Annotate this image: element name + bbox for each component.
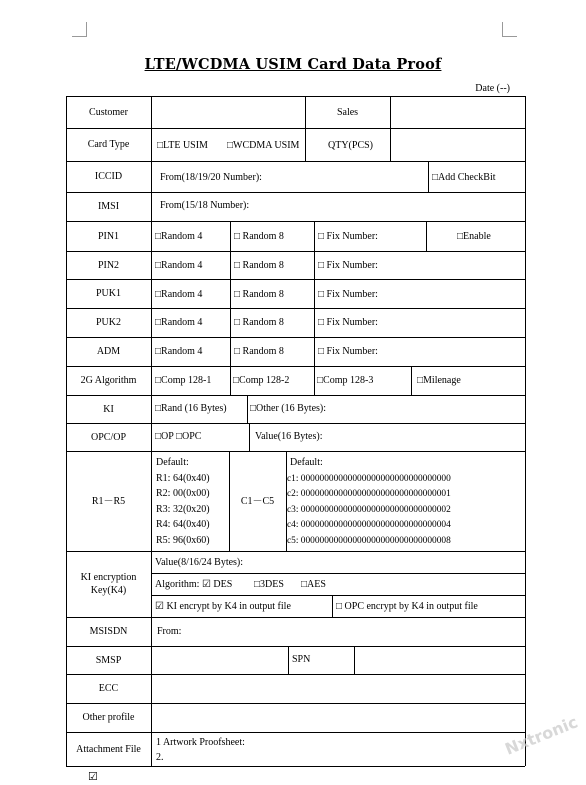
- page-corner-tl: [72, 22, 87, 37]
- adm-fix-number[interactable]: □ Fix Number:: [318, 346, 378, 357]
- page-title: LTE/WCDMA USIM Card Data Proof: [144, 56, 442, 73]
- comp128-2-option[interactable]: □Comp 128-2: [233, 375, 290, 386]
- ki-encryption-label: [66, 551, 151, 617]
- smsp-label: SMSP: [95, 654, 122, 666]
- pin2-random8[interactable]: □ Random 8: [234, 260, 284, 271]
- spn-label: SPN: [292, 654, 311, 665]
- pin2-label: PIN2: [97, 259, 120, 271]
- adm-random8[interactable]: □ Random 8: [234, 346, 284, 357]
- opc-label: OPC/OP: [90, 431, 126, 443]
- ki-encryption-line2: Key(K4): [90, 585, 127, 596]
- ecc-label: ECC: [98, 683, 119, 694]
- k4-value-field[interactable]: Value(8/16/24 Bytes):: [155, 557, 244, 568]
- puk2-label: PUK2: [95, 317, 121, 328]
- attachment-item-2: 2.: [156, 752, 164, 763]
- puk1-random4[interactable]: □Random 4: [155, 289, 203, 300]
- other-profile-label: Other profile: [82, 712, 135, 723]
- pin1-label: PIN1: [97, 230, 120, 242]
- puk1-fix-number[interactable]: □ Fix Number:: [318, 289, 378, 300]
- msisdn-from-field[interactable]: From:: [157, 626, 182, 637]
- k4-algorithm-des[interactable]: Algorithm: ☑ DES: [155, 579, 233, 590]
- pin2-fix-number[interactable]: □ Fix Number:: [318, 260, 378, 271]
- ki-label: KI: [103, 403, 114, 415]
- puk2-fix-number[interactable]: □ Fix Number:: [318, 317, 378, 328]
- imsi-from-field[interactable]: From(15/18 Number):: [160, 200, 250, 211]
- attachment-item-1: 1 Artwork Proofsheet:: [156, 737, 245, 748]
- ki-rand-option[interactable]: □Rand (16 Bytes): [155, 403, 227, 414]
- puk2-random4[interactable]: □Random 4: [155, 317, 203, 328]
- c3-value: c3: 00000000000000000000000000000002: [287, 505, 451, 515]
- k4-algorithm-aes[interactable]: □AES: [301, 579, 326, 590]
- r3-value: R3: 32(0x20): [156, 504, 210, 515]
- pin1-enable[interactable]: □Enable: [457, 231, 491, 242]
- puk2-random8[interactable]: □ Random 8: [234, 317, 284, 328]
- c1-value: c1: 00000000000000000000000000000000: [287, 474, 451, 484]
- comp128-3-option[interactable]: □Comp 128-3: [317, 375, 374, 386]
- qty-label: QTY(PCS): [328, 140, 374, 151]
- card-type-lte-option[interactable]: □LTE USIM: [157, 140, 208, 151]
- watermark-logo: Nxtronic: [502, 712, 581, 759]
- add-checkbit-option[interactable]: □Add CheckBit: [432, 172, 496, 183]
- milenage-option[interactable]: □Milenage: [417, 375, 461, 386]
- c2-value: c2: 00000000000000000000000000000001: [287, 489, 451, 499]
- card-type-label: Card Type: [87, 139, 130, 150]
- footer-checkbox[interactable]: ☑: [88, 771, 98, 783]
- customer-label: Customer: [89, 106, 128, 118]
- pin1-random8[interactable]: □ Random 8: [234, 231, 284, 242]
- date-field: Date (--): [475, 83, 510, 94]
- iccid-label: ICCID: [94, 171, 123, 182]
- c-default-label: Default:: [290, 457, 323, 468]
- msisdn-label: MSISDN: [89, 626, 128, 637]
- card-type-wcdma-option[interactable]: □WCDMA USIM: [227, 140, 300, 151]
- r4-value: R4: 64(0x40): [156, 519, 210, 530]
- ki-other-option[interactable]: □Other (16 Bytes):: [250, 403, 327, 414]
- r5-value: R5: 96(0x60): [156, 535, 210, 546]
- pin1-random4[interactable]: □Random 4: [155, 231, 203, 242]
- imsi-label: IMSI: [97, 201, 120, 212]
- r1-value: R1: 64(0x40): [156, 473, 210, 484]
- adm-label: ADM: [96, 346, 121, 357]
- c4-value: c4: 00000000000000000000000000000004: [287, 520, 451, 530]
- data-proof-table: [66, 96, 525, 766]
- op-opc-option[interactable]: □OP □OPC: [155, 431, 202, 442]
- opc-encrypt-output-option[interactable]: □ OPC encrypt by K4 in output file: [336, 601, 478, 612]
- comp128-1-option[interactable]: □Comp 128-1: [155, 375, 212, 386]
- attachment-label: Attachment File: [76, 743, 141, 755]
- r1-r5-label: R1－R5: [91, 495, 126, 507]
- r-default-label: Default:: [156, 457, 189, 468]
- ki-encryption-line1: KI encryption: [80, 572, 137, 583]
- puk1-label: PUK1: [95, 288, 121, 299]
- c1-c5-label: C1－C5: [240, 495, 275, 507]
- ki-encrypt-output-option[interactable]: ☑ KI encrypt by K4 in output file: [155, 601, 291, 612]
- pin1-fix-number[interactable]: □ Fix Number:: [318, 231, 378, 242]
- page-corner-tr: [502, 22, 517, 37]
- opc-value-field[interactable]: Value(16 Bytes):: [255, 431, 323, 442]
- adm-random4[interactable]: □Random 4: [155, 346, 203, 357]
- pin2-random4[interactable]: □Random 4: [155, 260, 203, 271]
- c5-value: c5: 00000000000000000000000000000008: [287, 536, 451, 546]
- sales-label: Sales: [336, 106, 359, 118]
- puk1-random8[interactable]: □ Random 8: [234, 289, 284, 300]
- r2-value: R2: 00(0x00): [156, 488, 210, 499]
- iccid-from-field[interactable]: From(18/19/20 Number):: [160, 172, 262, 183]
- k4-algorithm-3des[interactable]: □3DES: [254, 579, 284, 590]
- algorithm-label: 2G Algorithm: [80, 375, 137, 386]
